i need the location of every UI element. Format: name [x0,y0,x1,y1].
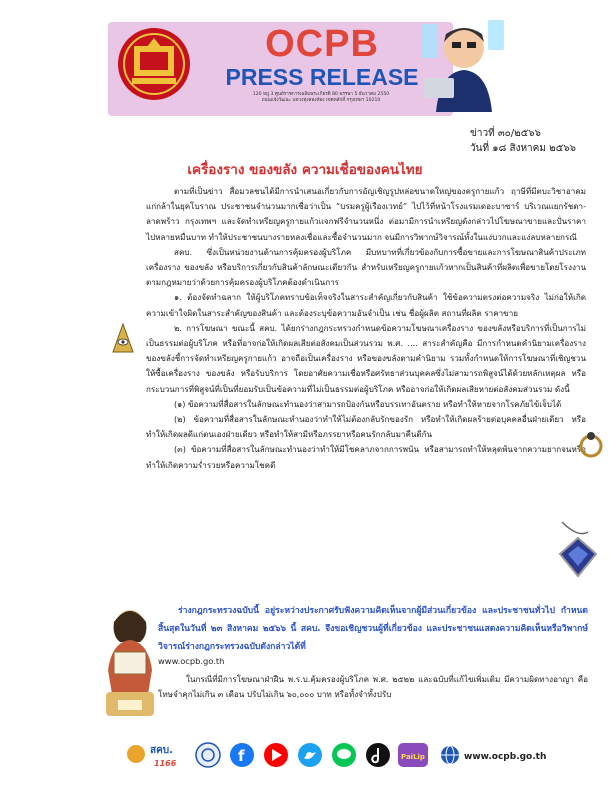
paragraph-label-rule: ๑. ต้องจัดทำฉลาก ให้ผู้บริโภคทราบข้อเท็จจริงในสาระสำคัญเกี่ยวกับสินค้า ใช้ข้อความตรงต่อความจริง ไม่ก่อให้เกิดความเข้าใจผิดในสาระสำคัญของสินค้า และต้องระบุข้อความอันจำเป็น เช่น ชื่อผู้ผลิต สถานที่ผลิต ราคาขาย [146,292,586,318]
ocpb-emblem-logo [112,26,196,102]
brand-title: OCPB [265,23,379,65]
pendant-amulet-icon [556,520,600,578]
line-icon[interactable] [332,743,356,767]
pailip-app-icon[interactable] [398,743,428,767]
twitter-icon[interactable] [298,743,322,767]
highlight-notice: ร่างกฎกระทรวงฉบับนี้ อยู่ระหว่างประกาศรับฟังความคิดเห็นจากผู้มีส่วนเกี่ยวข้อง และประชาชนทั่วไป กำหนดสิ้นสุดในวันที่ ๒๓ สิงหาคม ๒๕๖๖ นี้ สคบ. จึงขอเชิญชวนผู้ที่เกี่ยวข้อง และประชาชนแสดงความคิดเห็นหรือวิพากษ์วิจารณ์ร่างกฎกระทรวงฉบับดังกล่าวได้ที่ [158,606,588,652]
website-icon[interactable] [441,746,546,764]
ocpb-circle-icon[interactable] [196,743,220,767]
footer-ocpb-label: สคบ. [150,745,173,756]
news-date: วันที่ ๑๘ สิงหาคม ๒๕๖๖ [470,143,576,154]
paragraph-advertising-rule: ๒. การโฆษณา ขณะนี้ สคบ. ได้ยกร่างกฎกระทรวงกำหนดข้อความโฆษณาเครื่องราง ของขลังหรือบริการที่เป็นการไม่เป็นธรรมต่อผู้บริโภค หรือที่อาจก่อให้เกิดผลเสียต่อสังคมเป็นส่วนรวม พ.ศ. .... สาระสำคัญคือ มีการกำหนดคำนิยามเครื่องรางของขลังชี้การจัดทำเหรียญครูกายแก้ว อาจถือเป็นเครื่องราง หรือของขลังตามคำนิยาม รวมทั้งกำหนดให้การโฆษณาที่เชิญชวนให้ซื้อเครื่องราง ของขลัง หรือรับบริการ โดยอาศัยความเชื่อหรือศรัทธาส่วนบุคคลซึ่งไม่สามารถพิสูจน์ได้ด้วยหลักเหตุผล หรือกระบวนการที่พิสูจน์ที่เป็นที่ยอมรับเป็นข้อความที่ไม่เป็นธรรมต่อผู้บริโภค หรืออาจก่อให้เกิดผลเสียหายต่อสังคมส่วนรวม ดังนี้ [146,322,586,394]
address-line-1: 120 หมู่ 3 ศูนย์ราชการเฉลิมพระเกียรติ 80 พรรษา 5 ธันวาคม 2550 [252,92,390,97]
footer-hotline: 1166 [154,759,177,768]
news-number: ข่าวที่ ๓๐/๒๕๖๖ [470,128,542,139]
paragraph-ocpb-role: สคบ. ซึ่งเป็นหน่วยงานด้านการคุ้มครองผู้บริโภค มีบทบาทที่เกี่ยวข้องกับการซื้อขายและการโฆษณาสินค้าประเภทเครื่องราง ของขลัง หรือบริการเกี่ยวกับสินค้าลักษณะเดียวกัน สำหรับเหรียญครูกายแก้วหากเป็นสินค้าที่ผลิตเพื่อขายโดยโรงงานตามกฎหมายว่าด้วยการคุ้มครองผู้บริโภคต้องดำเนินการ [146,246,586,288]
paragraph-item-1: (๑) ข้อความที่สื่อสารในลักษณะทำนองว่าสามารถป้องกันหรือบรรเทาอันตราย หรือทำให้หายจากโรคภัยไข้เจ็บได้ [174,398,562,409]
header-address [196,92,446,104]
tiktok-icon[interactable] [366,743,390,767]
pailip-label: PaiLip [401,753,425,761]
footer-bar [124,740,584,770]
article-body [146,184,586,473]
reader-illustration [96,596,164,724]
ocpb-footer-logo[interactable] [127,745,177,768]
youtube-icon[interactable] [264,743,288,767]
address-line-2: ถนนแจ้งวัฒนะ แขวงทุ่งสองห้อง เขตหลักสี่ กรุงเทพฯ 10210 [261,98,381,103]
paragraph-item-2: (๒) ข้อความที่สื่อสารในลักษณะทำนองว่าทำให้ไม่ต้องกลับรักของรัก หรือทำให้เกิดผลร้ายต่อบุคคลอื่นฝ่ายเดียว หรือทำให้เกิดผลดีแก่ตนเองฝ่ายเดียว หรือทำให้สามีหรือภรรยาหรือคนรักกลับมาคืนดีกัน [146,414,586,440]
closing-paragraph: ในกรณีที่มีการโฆษณาฝ่าฝืน พ.ร.บ.คุ้มครองผู้บริโภค พ.ศ. ๒๕๒๒ และฉบับที่แก้ไขเพิ่มเติม มีความผิดทางอาญา คือ โทษจำคุกไม่เกิน ๓ เดือน ปรับไม่เกิน ๖๐,๐๐๐ บาท หรือทั้งจำทั้งปรับ [158,674,588,700]
footer-website: www.ocpb.go.th [464,752,547,762]
paragraph-intro: ตามที่เป็นข่าว สื่อมวลชนได้มีการนำเสนอเกี่ยวกับการอัญเชิญรูปหล่อขนาดใหญ่ของครูกายแก้ว ฤาษีที่มีตบะวิชาอาคมแก่กล้าในยุคโบราณ ประชาชนจำนวนมากเชื่อว่าเป็น “บรมครูผู้เรืองเวทย์” ไปไว้ที่หน้าโรงแรมเดอะบาซาร์ บริเวณแยกรัชดา-ลาดพร้าว กรุงเทพฯ และจัดทำเหรียญครูกายแก้วแจกฟรีจำนวนหนึ่ง ต่อมามีการนำเหรียญดังกล่าวไปโฆษณาขายและปั่นราคาไปหลายหมื่นบาท ทำให้ประชาชนบางรายหลงเชื่อและซื้อจำนวนมาก จนมีการวิพากษ์วิจารณ์ทั้งในแง่บวกและแง่ลบหลายกรณี [146,186,586,242]
mascot-illustration [418,14,510,112]
website-link[interactable]: www.ocpb.go.th [158,656,225,666]
facebook-icon[interactable] [230,743,254,767]
press-release-title: PRESS RELEASE [225,64,419,90]
paragraph-item-3: (๓) ข้อความที่สื่อสารในลักษณะทำนองว่าทำให้มีโชคลาภจากการพนัน หรือสามารถทำให้หลุดพ้นจากความยากจนหรือทำให้เกิดความร่ำรวยหรือความโชคดี [146,444,586,470]
facebook-label: f [238,747,245,765]
headline: เครื่องราง ของขลัง ความเชื่อของคนไทย [187,162,423,178]
eye-pyramid-icon [112,322,134,356]
ring-amulet-icon [578,428,604,462]
